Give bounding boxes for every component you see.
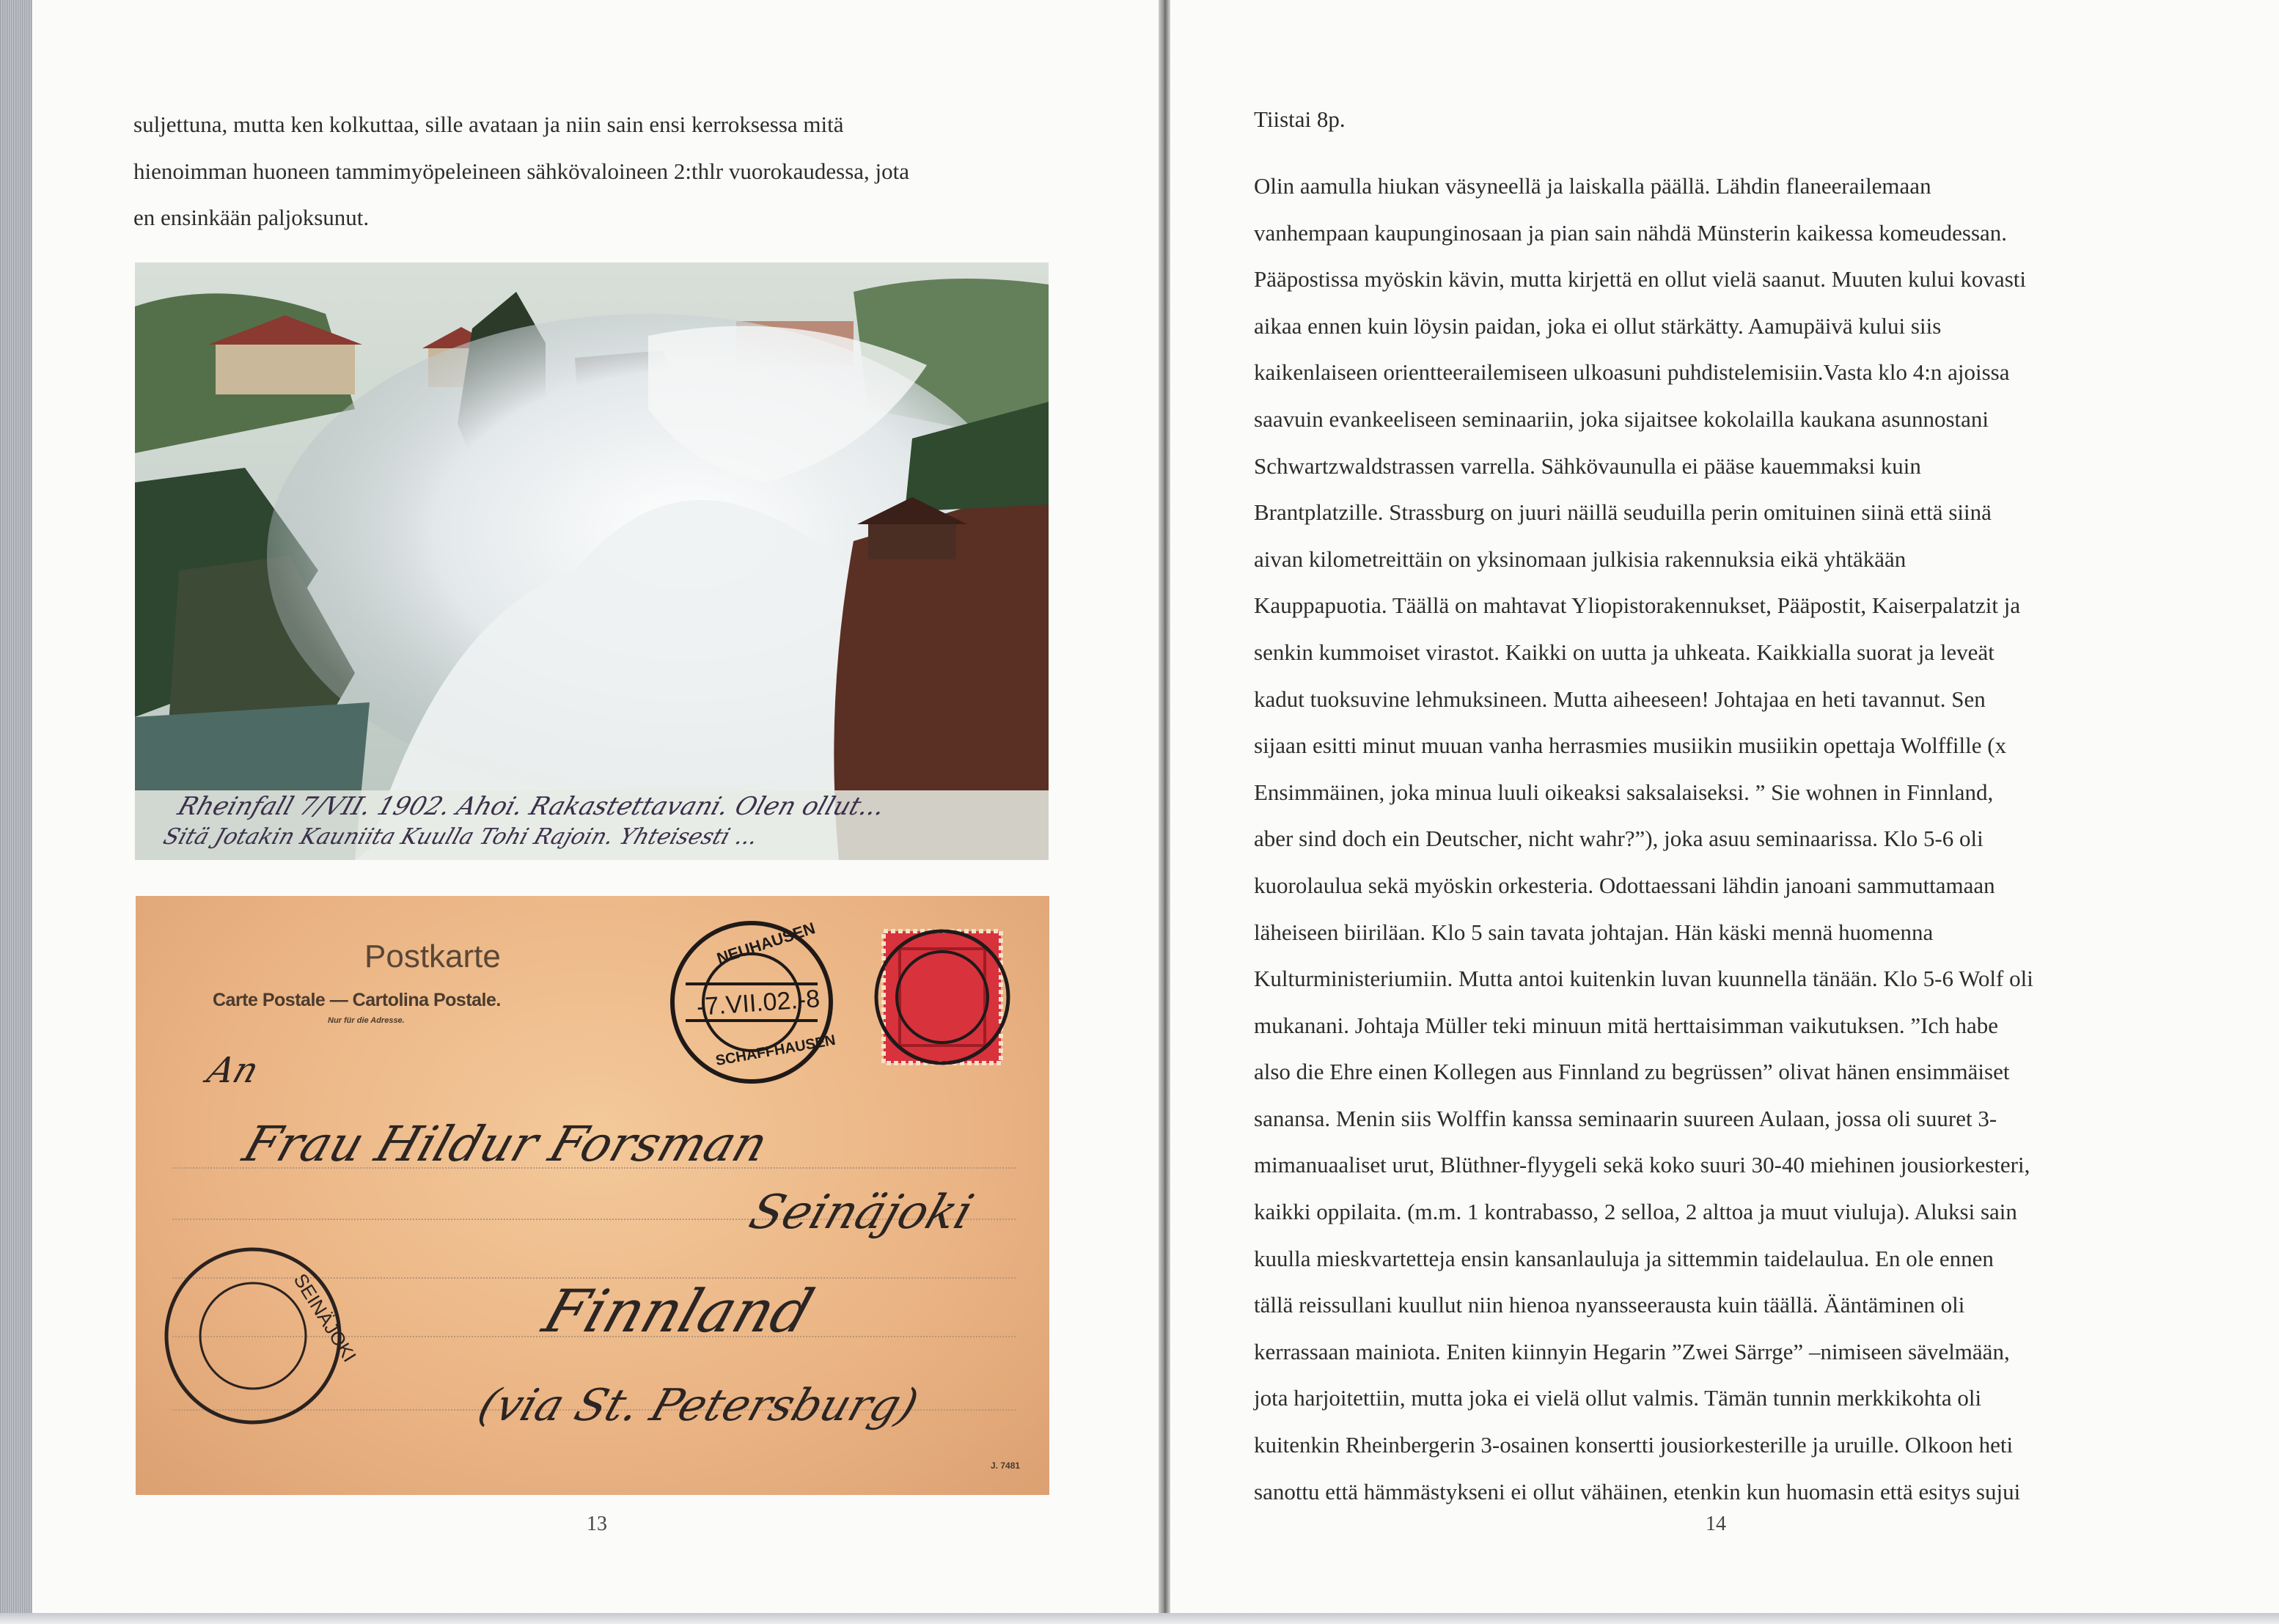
text-line: vanhempaan kaupunginosaan ja pian sain nähdä Münsterin kaikessa komeudessan. [1254, 219, 2008, 246]
text-line: tällä reissullani kuullut niin hienoa nyansseerausta kuin täällä. Ääntäminen oli [1254, 1292, 1965, 1318]
postmark-top-text: NEUHAUSEN [714, 919, 818, 968]
text-line: en ensinkään paljoksunut. [133, 205, 370, 231]
address-line: Seinäjoki [742, 1186, 980, 1240]
handwriting-line: Sitä Jotakin Kauniita Kuulla Tohi Rajoin. Yhteisesti ... [160, 824, 762, 850]
postcard-subtitle: Carte Postale — Cartolina Postale. [213, 990, 501, 1010]
page-stack-edge [0, 0, 32, 1624]
page-bottom-edge [0, 1613, 2279, 1624]
text-line: hienoimman huoneen tammimyöpeleineen sähkövaloineen 2:thlr vuorokaudessa, jota [133, 158, 910, 184]
text-line: sijaan esitti minut muuan vanha herrasmies musiikin musiikin opettaja Wolffille (x [1254, 732, 2007, 759]
text-line: kadut tuoksuvine lehmuksineen. Mutta aiheeseen! Johtajaa en heti tavannut. Sen [1254, 686, 1986, 712]
text-line: jota harjoitettiin, mutta joka ei vielä ollut valmis. Tämän tunnin merkkikohta oli [1254, 1385, 1982, 1411]
postcard-note: Nur für die Adresse. [328, 1016, 405, 1025]
text-line: sanansa. Menin siis Wolffin kanssa seminaarin suureen Aulaan, jossa oli suuret 3- [1254, 1105, 1997, 1131]
text-line: Olin aamulla hiukan väsyneellä ja laiskalla päällä. Lähdin flaneerailemaan [1254, 173, 1931, 199]
postcard-title: Postkarte [364, 938, 501, 974]
text-line: Kauppapuotia. Täällä on mahtavat Yliopistorakennukset, Pääpostit, Kaiserpalatzit ja [1254, 592, 2021, 619]
address-line: Finnland [535, 1277, 822, 1345]
text-line: mimanuaaliset urut, Blüthner-flyygeli sekä koko suuri 30-40 miehinen jousiorkesteri, [1254, 1152, 2030, 1178]
text-line: kaikki oppilaita. (m.m. 1 kontrabasso, 2 selloa, 2 alttoa ja muut viuluja). Aluksi sain [1254, 1199, 2017, 1225]
text-line: suljettuna, mutta ken kolkuttaa, sille avataan ja niin sain ensi kerroksessa mitä [133, 111, 844, 137]
book-gutter [1159, 0, 1170, 1624]
text-line: also die Ehre einen Kollegen aus Finnland zu begrüssen” olivat hänen ensimmäiset [1254, 1059, 2010, 1085]
text-line: aivan kilometreittäin on yksinomaan julkisia rakennuksia eikä yhtäkään [1254, 545, 1906, 572]
postmark-date-text: -7.VII.02.-8 [695, 985, 821, 1021]
text-line: kuulla mieskvartetteja ensin kansanlauluja ja sittemmin taidelaulua. En ole ennen [1254, 1245, 1994, 1271]
entry-heading: Tiistai 8p. [1254, 106, 1346, 132]
text-line: saavuin evankeeliseen seminaariin, joka sijaitsee kokolailla kaukana asunnostani [1254, 405, 1989, 432]
text-line: sanottu että hämmästykseni ei ollut vähäinen, etenkin kun huomasin että esitys sujui [1254, 1478, 2021, 1504]
text-line: mukanani. Johtaja Müller teki minuun mitä herttaisimman vaikutuksen. ”Ich habe [1254, 1012, 1998, 1038]
address-line: (via St. Petersburg) [471, 1380, 925, 1431]
text-line: aikaa ennen kuin löysin paidan, joka ei ollut stärkätty. Aamupäivä kului siis [1254, 312, 1942, 339]
text-line: Schwartzwaldstrassen varrella. Sähkövaunulla ei pääse kauemmaksi kuin [1254, 452, 1921, 479]
text-line: senkin kummoiset virastot. Kaikki on uutta ja uhkeata. Kaikkialla suorat ja leveät [1254, 639, 1994, 665]
text-line: läheiseen biiriläan. Klo 5 sain tavata johtajan. Hän käski mennä huomenna [1254, 919, 1934, 945]
address-postcard-image [136, 896, 1049, 1495]
text-line: kuitenkin Rheinbergerin 3-osainen konsertti jousiorkesterille ja uruille. Olkoon heti [1254, 1432, 2014, 1458]
postage-stamp-icon [869, 924, 1016, 1078]
text-line: Ensimmäinen, joka minua luuli oikeaksi saksalaiseksi. ” Sie wohnen in Finnland, [1254, 779, 1994, 805]
waterfall-illustration [135, 262, 1049, 860]
right-page [1170, 0, 2279, 1613]
text-line: aber sind doch ein Deutscher, nicht wahr?”), joka asuu seminaarissa. Klo 5-6 oli [1254, 826, 1983, 852]
waterfall-postcard-image [135, 262, 1049, 860]
receiving-postmark-text: SEINÄJOKI [289, 1269, 362, 1366]
postcard-corner-code: J. 7481 [991, 1461, 1021, 1471]
right-page-text [1254, 163, 2033, 1515]
postmark-bottom-text: SCHAFFHAUSEN [714, 1032, 837, 1070]
text-line: Pääpostissa myöskin kävin, mutta kirjettä en ollut vielä saanut. Muuten kului kovasti [1254, 266, 2026, 293]
page-number: 14 [1706, 1513, 1726, 1535]
text-line: kaikenlaiseen orientteerailemiseen ulkoasuni puhdistelemisiin.Vasta klo 4:n ajoissa [1254, 359, 2010, 386]
address-line: Frau Hildur Forsman [236, 1116, 775, 1172]
address-line: An [202, 1050, 264, 1091]
handwriting-line: Rheinfall 7/VII. 1902. Ahoi. Rakastettavani. Olen ollut... [174, 792, 889, 821]
left-page [32, 0, 1159, 1613]
text-line: kerrassaan mainiota. Eniten kiinnyin Hegarin ”Zwei Särrge” –nimiseen sävelmään, [1254, 1338, 2010, 1364]
text-line: kuorolaulua sekä myöskin orkesteria. Odottaessani lähdin janoani sammuttamaan [1254, 872, 1995, 898]
text-line: Kulturministeriumiin. Mutta antoi kuitenkin luvan kuunnella tänään. Klo 5-6 Wolf oli [1254, 966, 2033, 992]
receiving-postmark-icon [158, 1241, 348, 1431]
left-page-text [133, 101, 909, 241]
text-line: Brantplatzille. Strassburg on juuri näillä seuduilla perin omituinen siinä että siinä [1254, 499, 1992, 526]
page-number: 13 [587, 1513, 607, 1535]
